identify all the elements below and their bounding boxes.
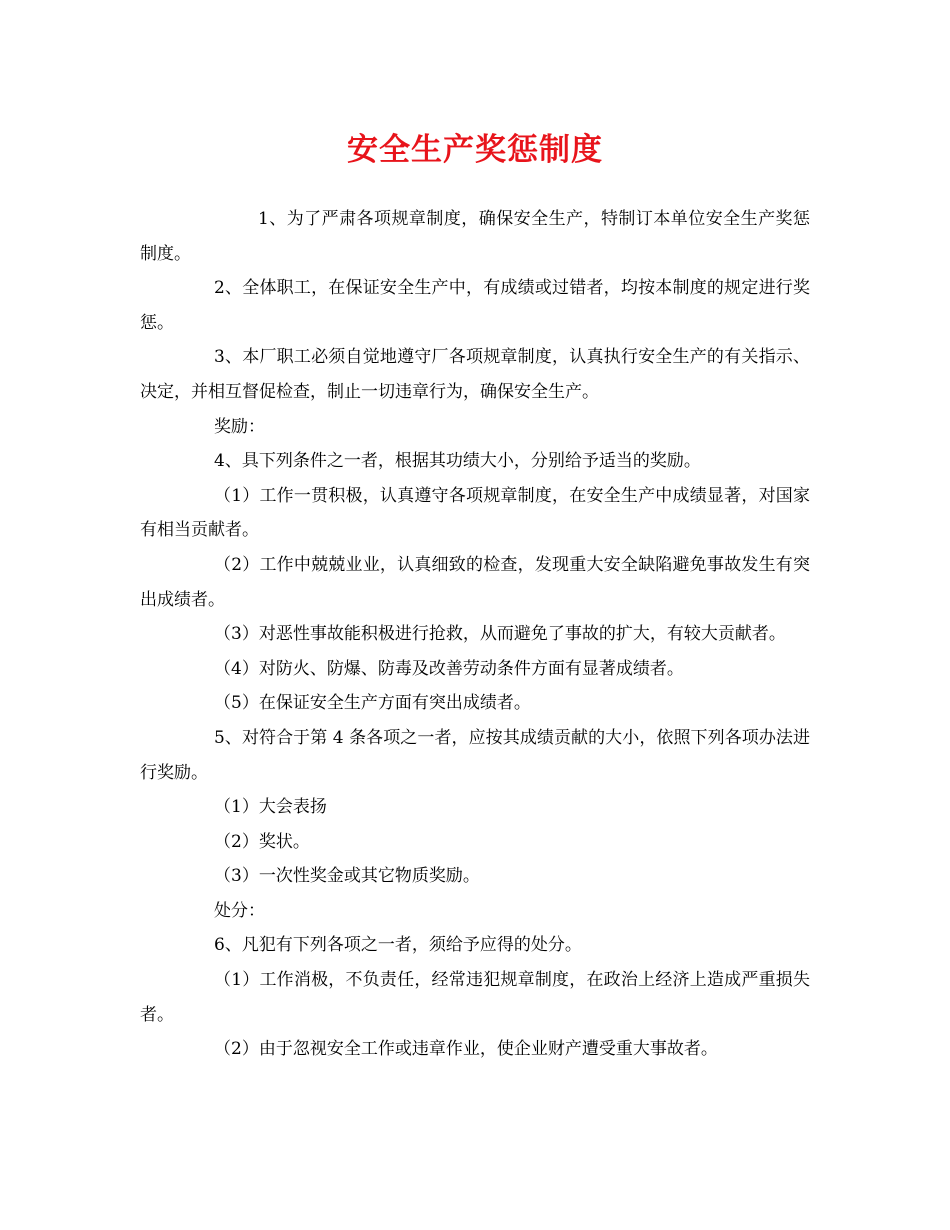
paragraph-clause-5: 5、对符合于第 4 条各项之一者，应按其成绩贡献的大小，依照下列各项办法进行奖励。 [140, 727, 810, 783]
paragraph-clause-6: 6、凡犯有下列各项之一者，须给予应得的处分。 [214, 935, 582, 956]
paragraph-item-5-2: （2）奖状。 [214, 831, 310, 852]
section-heading-rewards: 奖励： [214, 416, 265, 437]
document-body [140, 202, 810, 1067]
paragraph-item-6-1: （1）工作消极，不负责任，经常违犯规章制度，在政治上经济上造成严重损失者。 [140, 970, 810, 1025]
paragraph-clause-2: 2、全体职工，在保证安全生产中，有成绩或过错者，均按本制度的规定进行奖惩。 [140, 278, 810, 333]
paragraph-item-4-3: （3）对恶性事故能积极进行抢救，从而避免了事故的扩大，有较大贡献者。 [214, 624, 786, 645]
paragraph-clause-4: 4、具下列条件之一者，根据其功绩大小，分别给予适当的奖励。 [214, 451, 701, 472]
paragraph-item-4-4: （4）对防火、防爆、防毒及改善劳动条件方面有显著成绩者。 [214, 658, 684, 679]
paragraph-item-5-1: （1）大会表扬 [214, 797, 327, 818]
paragraph-clause-1: 1、为了严肃各项规章制度，确保安全生产，特制订本单位安全生产奖惩制度。 [140, 209, 810, 264]
section-heading-penalties: 处分： [214, 900, 265, 921]
document-title: 安全生产奖惩制度 [347, 132, 603, 168]
paragraph-item-5-3: （3）一次性奖金或其它物质奖励。 [214, 866, 480, 887]
paragraph-item-6-2: （2）由于忽视安全工作或违章作业，使企业财产遭受重大事故者。 [214, 1039, 718, 1060]
paragraph-item-4-5: （5）在保证安全生产方面有突出成绩者。 [214, 693, 531, 714]
paragraph-item-4-2: （2）工作中兢兢业业，认真细致的检查，发现重大安全缺陷避免事故发生有突出成绩者。 [140, 554, 810, 610]
paragraph-clause-3: 3、本厂职工必须自觉地遵守厂各项规章制度，认真执行安全生产的有关指示、决定，并相互督促检查，制止一切违章行为，确保安全生产。 [140, 347, 810, 402]
paragraph-item-4-1: （1）工作一贯积极，认真遵守各项规章制度，在安全生产中成绩显著，对国家有相当贡献者。 [140, 485, 810, 541]
